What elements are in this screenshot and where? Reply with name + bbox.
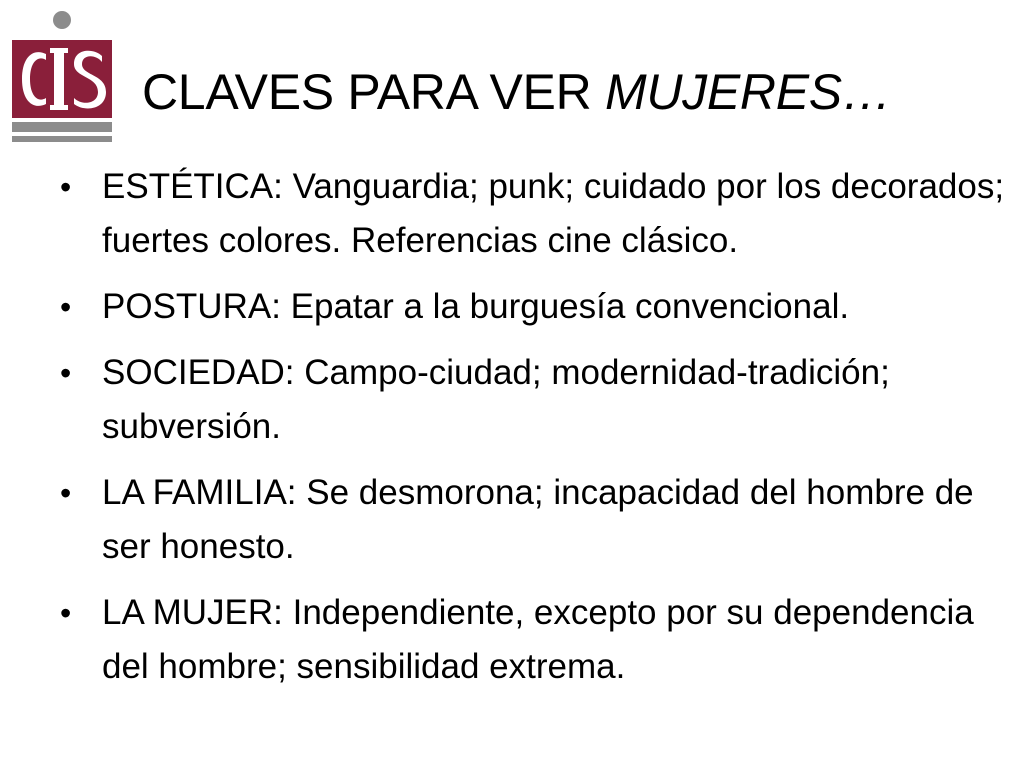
bullet-dot-icon: • bbox=[60, 595, 72, 631]
bullet-dot-icon: • bbox=[60, 169, 72, 205]
bullet-item-mujer bbox=[60, 586, 1010, 694]
bullet-text: POSTURA: Epatar a la burguesía convencional. bbox=[102, 287, 850, 326]
slide-title bbox=[142, 62, 892, 122]
slide-title-emphasis: MUJERES… bbox=[604, 64, 892, 120]
bullet-item-estetica bbox=[60, 160, 1010, 268]
bullet-text: ESTÉTICA: Vanguardia; punk; cuidado por los decorados; fuertes colores. Referencias cine clásico. bbox=[102, 167, 1005, 260]
bullet-item-postura bbox=[60, 280, 1010, 334]
bullet-dot-icon: • bbox=[60, 289, 72, 325]
bullet-text: SOCIEDAD: Campo-ciudad; modernidad-tradición; subversión. bbox=[102, 353, 890, 446]
bullet-item-sociedad bbox=[60, 346, 1010, 454]
bullet-dot-icon: • bbox=[60, 355, 72, 391]
cis-logo-icon bbox=[8, 8, 116, 144]
bullet-item-familia bbox=[60, 466, 1010, 574]
bullet-dot-icon: • bbox=[60, 475, 72, 511]
bullet-list bbox=[60, 160, 1010, 706]
slide-title-prefix: CLAVES PARA VER bbox=[142, 64, 605, 120]
bullet-text: LA FAMILIA: Se desmorona; incapacidad del hombre de ser honesto. bbox=[102, 473, 974, 566]
bullet-text: LA MUJER: Independiente, excepto por su dependencia del hombre; sensibilidad extrema. bbox=[102, 593, 974, 686]
